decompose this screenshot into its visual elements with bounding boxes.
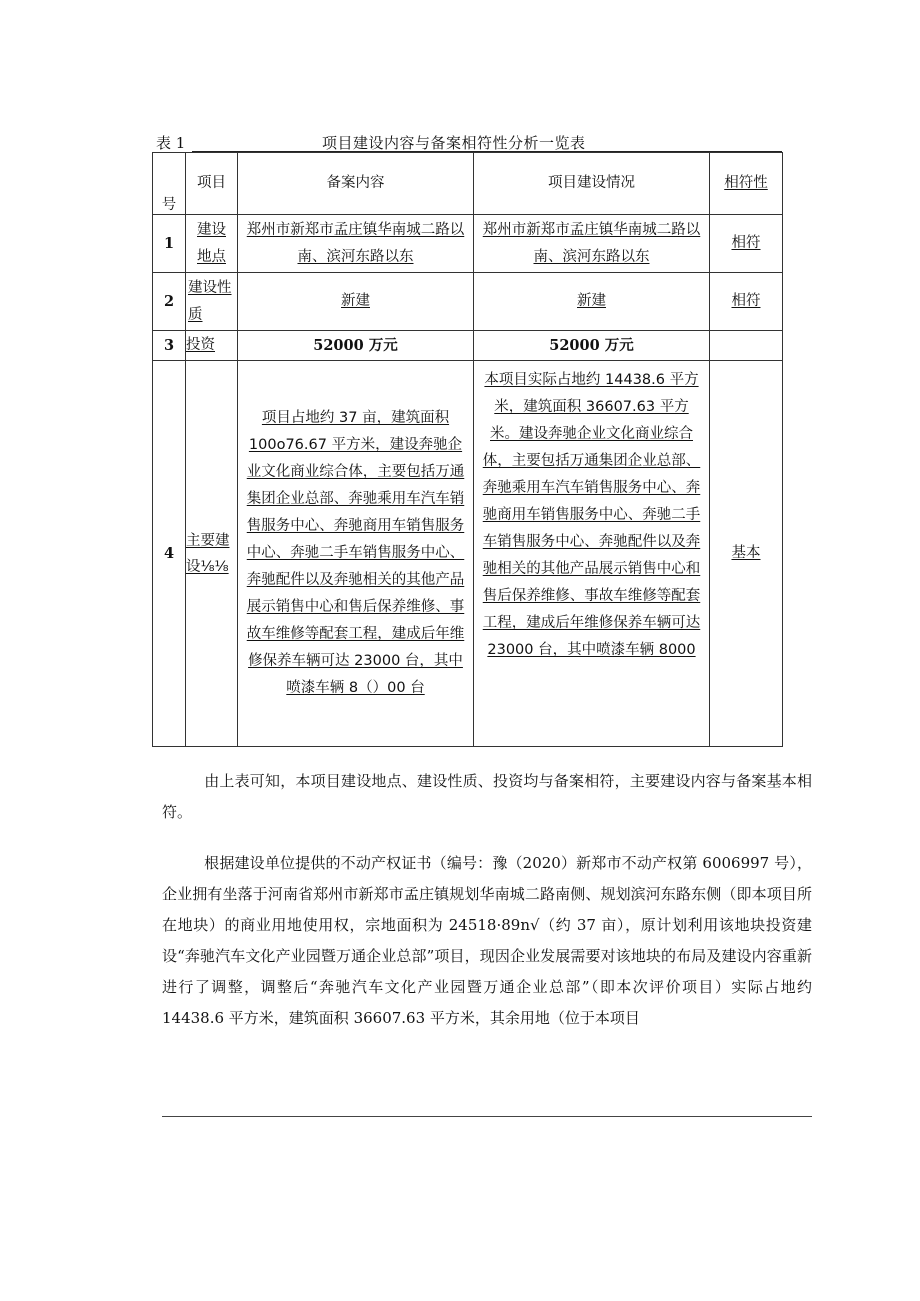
row-match (710, 331, 783, 361)
row-item: 投资 (186, 331, 238, 361)
table-row (153, 215, 783, 273)
row-filing: 项目占地约 37 亩，建筑面积 100o76.67 平方米，建设奔驰企业文化商业综合体，主要包括万通集团企业总部、奔驰乘用车汽车销售服务中心、奔驰商用车销售服务中心、奔驰二手车销售服务中心、奔驰配件以及奔驰相关的其他产品展示销售中心和售后保养维修、事故车维修等配套工程，建成后年维修保养车辆可达 23000 台，其中喷漆车辆 8（）00 台 (238, 361, 474, 747)
row-no: 2 (153, 273, 186, 331)
paragraph-text: 由上表可知，本项目建设地点、建设性质、投资均与备案相符，主要建设内容与备案基本相符。 (162, 772, 812, 821)
row-actual: 郑州市新郑市孟庄镇华南城二路以南、滨河东路以东 (474, 215, 710, 273)
row-no: 3 (153, 331, 186, 361)
row-match: 相符 (710, 273, 783, 331)
row-item: 建设性质 (186, 273, 238, 331)
row-filing: 新建 (238, 273, 474, 331)
paragraph (162, 848, 812, 1034)
header-item: 项目 (186, 153, 238, 215)
row-match: 相符 (710, 215, 783, 273)
table-caption (156, 132, 782, 152)
header-no: 号 (153, 153, 186, 215)
row-no: 1 (153, 215, 186, 273)
row-match: 基本 (710, 361, 783, 747)
table-row (153, 361, 783, 747)
comparison-table (152, 152, 783, 747)
header-match: 相符性 (710, 153, 783, 215)
row-filing: 52000 万元 (238, 331, 474, 361)
table-number: 表 1 (156, 134, 186, 152)
table-title: 项目建设内容与备案相符性分析一览表 (322, 134, 586, 152)
header-actual: 项目建设情况 (474, 153, 710, 215)
row-actual: 新建 (474, 273, 710, 331)
header-filing: 备案内容 (238, 153, 474, 215)
row-actual: 本项目实际占地约 14438.6 平方米，建筑面积 36607.63 平方米。建设奔驰企业文化商业综合体，主要包括万通集团企业总部、奔驰乘用车汽车销售服务中心、奔驰商用车销售服务中心、奔驰二手车销售服务中心、奔驰配件以及奔驰相关的其他产品展示销售中心和售后保养维修、事故车维修等配套工程，建成后年维修保养车辆可达 23000 台，其中喷漆车辆 8000 (474, 361, 710, 747)
table-row (153, 273, 783, 331)
row-filing: 郑州市新郑市孟庄镇华南城二路以南、滨河东路以东 (238, 215, 474, 273)
table-row (153, 331, 783, 361)
row-actual: 52000 万元 (474, 331, 710, 361)
row-item: 主要建设⅛⅛ (186, 361, 238, 747)
row-no: 4 (153, 361, 186, 747)
table-header-row (153, 153, 783, 215)
page-bottom-rule (162, 1116, 812, 1117)
paragraph-text: 根据建设单位提供的不动产权证书（编号：豫（2020）新郑市不动产权第 6006997 号），企业拥有坐落于河南省郑州市新郑市孟庄镇规划华南城二路南侧、规划滨河东路东侧（即本项目所在地块）的商业用地使用权，宗地面积为 24518·89n√（约 37 亩），原计划利用该地块投资建设“奔驰汽车文化产业园暨万通企业总部”项目，现因企业发展需要对该地块的布局及建设内容重新进行了调整，调整后“奔驰汽车文化产业园暨万通企业总部”（即本次评价项目）实际占地约 14438.6 平方米，建筑面积 36607.63 平方米，其余用地（位于本项目 (162, 854, 812, 1027)
row-item: 建设地点 (186, 215, 238, 273)
paragraph (162, 766, 812, 828)
